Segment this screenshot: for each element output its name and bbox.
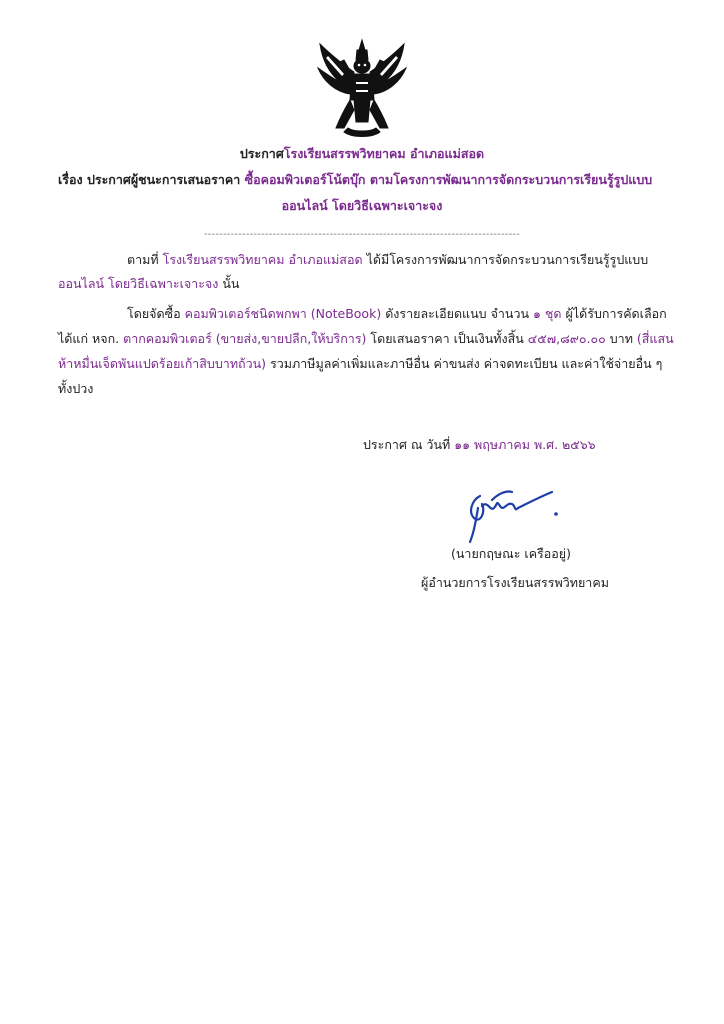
paragraph-2-line-4: ทั้งปวง: [58, 381, 94, 396]
garuda-emblem-icon: [314, 38, 410, 142]
signatory-name: (นายกฤษณะ เครืออยู่): [451, 546, 571, 561]
p1-text-a: ตามที่: [127, 252, 159, 267]
announce-date-line: [363, 436, 596, 454]
p1-school: โรงเรียนสรรพวิทยาคม อำเภอแม่สอด: [162, 252, 363, 267]
p2-text-b: ดังรายละเอียดแนบ จำนวน: [385, 306, 530, 321]
separator: -----------------------------------------------------------------------------------: [203, 229, 521, 240]
p2-vendor: ตากคอมพิวเตอร์ (ขายส่ง,ขายปลีก,ให้บริการ): [123, 331, 367, 346]
p1-text-end: นั้น: [222, 276, 240, 291]
title-prefix: ประกาศ: [239, 146, 284, 161]
announce-date: ๑๑ พฤษภาคม พ.ศ. ๒๕๖๖: [454, 437, 596, 452]
p2-text-c: ผู้ได้รับการคัดเลือก: [565, 306, 667, 321]
announce-label: ประกาศ ณ วันที่: [363, 437, 451, 452]
p1-text-b: ได้มีโครงการพัฒนาการจัดกระบวนการเรียนรู้รูปแบบ: [366, 252, 649, 267]
p2-text-d: ได้แก่ หจก.: [58, 331, 120, 346]
paragraph-2-line-1: [127, 305, 667, 323]
p2-item: คอมพิวเตอร์ชนิดพกพา (NoteBook): [184, 306, 382, 321]
subject-label: เรื่อง ประกาศผู้ชนะการเสนอราคา: [58, 172, 241, 187]
p1-project-end: ออนไลน์ โดยวิธีเฉพาะเจาะจง: [58, 276, 219, 291]
announcement-title: [0, 145, 724, 163]
p2-text-g: รวมภาษีมูลค่าเพิ่มและภาษีอื่น ค่าขนส่ง ค่าจดทะเบียน และค่าใช้จ่ายอื่น ๆ: [270, 356, 663, 371]
paragraph-2-line-3: [58, 355, 662, 373]
subject-line: [58, 171, 652, 189]
p2-text-e: โดยเสนอราคา เป็นเงินทั้งสิ้น: [370, 331, 524, 346]
paragraph-1-line-1: [127, 251, 648, 269]
paragraph-1-line-2: [58, 275, 239, 293]
p2-text-a: โดยจัดซื้อ: [127, 306, 181, 321]
signatory-position: ผู้อำนวยการโรงเรียนสรรพวิทยาคม: [421, 575, 609, 590]
subject-detail-2: ออนไลน์ โดยวิธีเฉพาะเจาะจง: [281, 198, 443, 213]
title-school: โรงเรียนสรรพวิทยาคม อำเภอแม่สอด: [283, 146, 485, 161]
p2-amount-words-1: (สี่แสน: [636, 331, 674, 346]
p2-amount: ๔๕๗,๘๙๐.๐๐: [527, 331, 606, 346]
p2-quantity: ๑ ชุด: [533, 306, 562, 321]
subject-detail-1: ซื้อคอมพิวเตอร์โน้ตบุ๊ก ตามโครงการพัฒนาการจัดกระบวนการเรียนรู้รูปแบบ: [244, 172, 653, 187]
paragraph-2-line-2: [58, 330, 674, 348]
p2-amount-words-2: ห้าหมื่นเจ็ดพันแปดร้อยเก้าสิบบาทถ้วน): [58, 356, 267, 371]
p2-text-f: บาท: [609, 331, 633, 346]
signature-mark: [452, 478, 562, 548]
